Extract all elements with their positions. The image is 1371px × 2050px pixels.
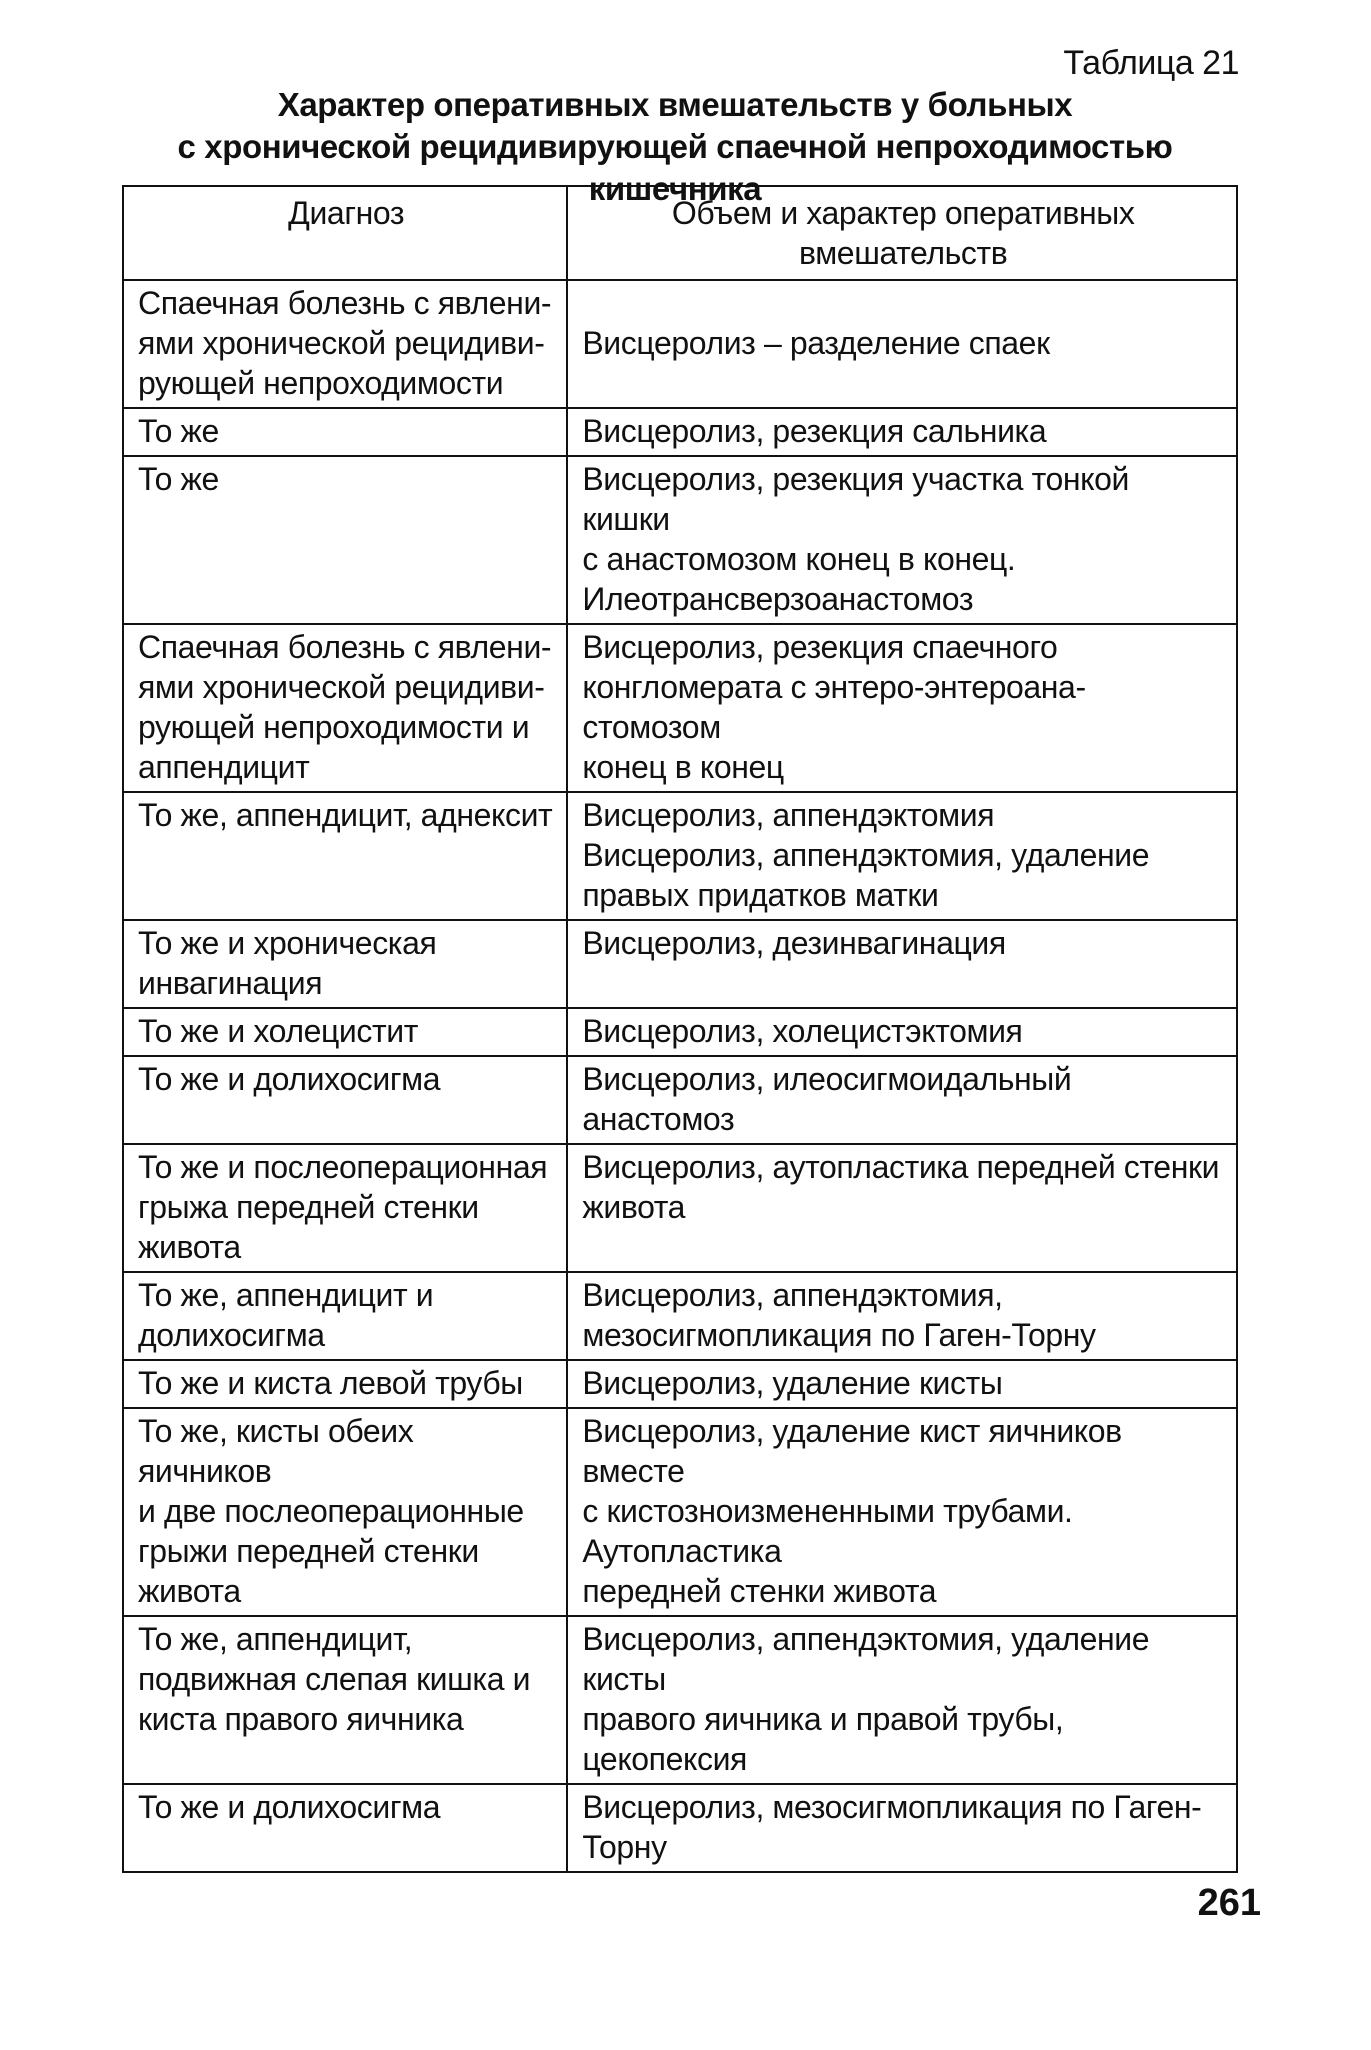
table-row [123,1616,1237,1784]
table-row [123,624,1237,792]
surgery-cell: Висцеролиз, аппендэктомия, мезосигмопликация по Гаген-Торну [567,1272,1237,1360]
table-row [123,792,1237,920]
diagnosis-cell: То же, аппендицит, подвижная слепая кишка и киста правого яичника [123,1616,567,1784]
surgery-cell: Висцеролиз, илеосигмоидальный анастомоз [567,1056,1237,1144]
table-row [123,456,1237,624]
diagnosis-cell: То же [123,456,567,624]
diagnosis-cell: То же и долихосигма [123,1784,567,1872]
surgery-cell: Висцеролиз, резекция участка тонкой кишки с анастомозом конец в конец. Илеотрансверзоанастомоз [567,456,1237,624]
table-row [123,1008,1237,1056]
diagnosis-cell: Спаечная болезнь с явлени- ями хронической рецидиви- рующей непроходимости и аппендицит [123,624,567,792]
table-label: Таблица 21 [1063,44,1239,82]
table-row [123,1056,1237,1144]
diagnosis-cell: То же и холецистит [123,1008,567,1056]
table-row [123,1144,1237,1272]
diagnosis-cell: То же и долихосигма [123,1056,567,1144]
table-row [123,1408,1237,1616]
diagnosis-cell: То же и хроническая инвагинация [123,920,567,1008]
table-row [123,1360,1237,1408]
surgery-cell: Висцеролиз, аутопластика передней стенки живота [567,1144,1237,1272]
title-line-2: с хронической рецидивирующей спаечной непроходимостью кишечника [177,128,1173,207]
surgery-table [122,185,1238,1873]
diagnosis-cell: То же, аппендицит и долихосигма [123,1272,567,1360]
surgery-cell: Висцеролиз, удаление кисты [567,1360,1237,1408]
surgery-cell: Висцеролиз, резекция спаечного конгломерата с энтеро-энтероана-стомозом конец в конец [567,624,1237,792]
diagnosis-cell: То же, кисты обеих яичников и две послеоперационные грыжи передней стенки живота [123,1408,567,1616]
table-row [123,1272,1237,1360]
surgery-cell: Висцеролиз, холецистэктомия [567,1008,1237,1056]
surgery-cell: Висцеролиз – разделение спаек [567,280,1237,408]
page-number: 261 [1197,1882,1261,1924]
diagnosis-cell: То же и послеоперационная грыжа передней стенки живота [123,1144,567,1272]
header-surgery: Объем и характер оперативных вмешательств [567,186,1237,280]
surgery-cell: Висцеролиз, аппендэктомия Висцеролиз, аппендэктомия, удаление правых придатков матки [567,792,1237,920]
header-diagnosis: Диагноз [123,186,567,280]
surgery-cell: Висцеролиз, резекция сальника [567,408,1237,456]
diagnosis-cell: Спаечная болезнь с явлени- ями хронической рецидиви- рующей непроходимости [123,280,567,408]
surgery-cell: Висцеролиз, дезинвагинация [567,920,1237,1008]
diagnosis-cell: То же, аппендицит, аднексит [123,792,567,920]
table-row [123,408,1237,456]
table-row [123,1784,1237,1872]
table-header-row [123,186,1237,280]
surgery-cell: Висцеролиз, аппендэктомия, удаление кисты правого яичника и правой трубы, цекопексия [567,1616,1237,1784]
surgery-cell: Висцеролиз, мезосигмопликация по Гаген- Торну [567,1784,1237,1872]
diagnosis-cell: То же и киста левой трубы [123,1360,567,1408]
table-row [123,920,1237,1008]
diagnosis-cell: То же [123,408,567,456]
surgery-cell: Висцеролиз, удаление кист яичников вместе с кистозноизмененными трубами. Аутопластика передней стенки живота [567,1408,1237,1616]
table-body [123,280,1237,1872]
table-row [123,280,1237,408]
title-line-1: Характер оперативных вмешательств у больных [277,86,1073,123]
